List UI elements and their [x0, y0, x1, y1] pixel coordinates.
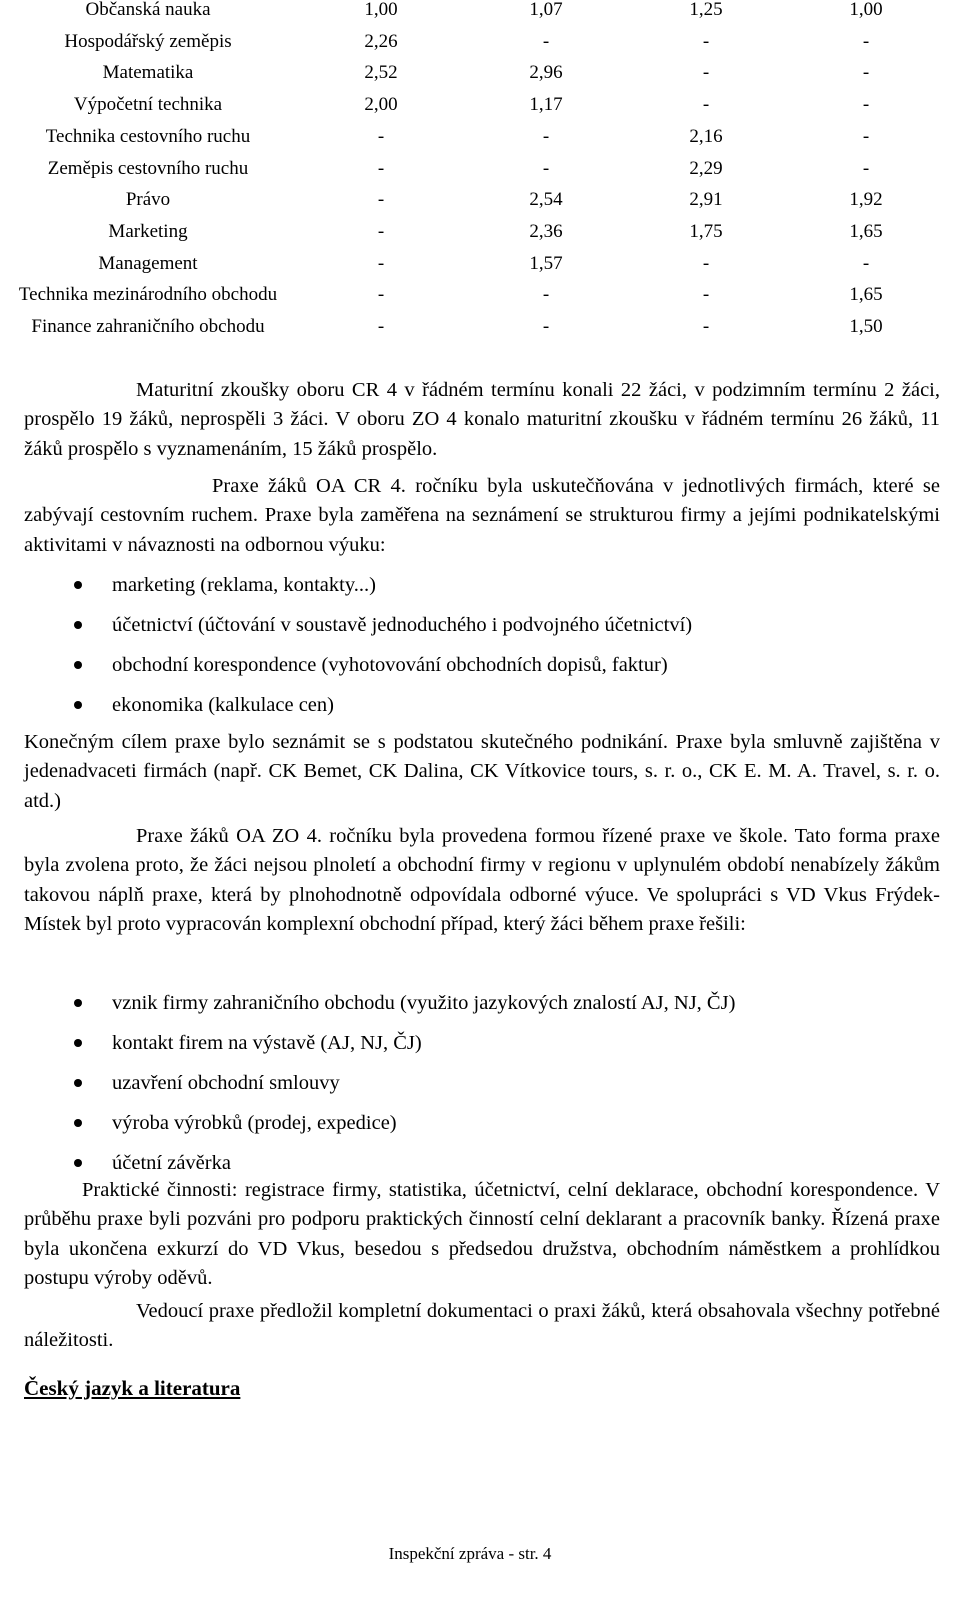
- table-cell-value: -: [542, 284, 550, 306]
- table-cell-value: 2,52: [364, 62, 398, 84]
- list-item: [0, 983, 940, 1023]
- list-item: [0, 1063, 940, 1103]
- table-cell-subject: Zeměpis cestovního ruchu: [47, 157, 249, 179]
- table-cell-value: 2,54: [529, 189, 563, 211]
- table-cell-value: 1,00: [849, 0, 883, 20]
- table-cell-value: 1,57: [529, 252, 563, 274]
- table-cell-value: -: [862, 62, 870, 84]
- bullet-icon: [74, 621, 82, 629]
- list-item: [0, 605, 940, 645]
- table-cell-value: 1,25: [689, 0, 723, 20]
- bullet-icon: [74, 1119, 82, 1127]
- list-item-text: účetnictví (účtování v soustavě jednoduchého i podvojného účetnictví): [112, 614, 693, 636]
- table-cell-value: -: [542, 125, 550, 147]
- table-cell-value: -: [542, 316, 550, 338]
- paragraph-documentation: [24, 1297, 940, 1356]
- list-item-text: kontakt firem na výstavě (AJ, NJ, ČJ): [112, 1032, 422, 1054]
- paragraph-practice-goal: [24, 728, 940, 816]
- list-item-text: účetní závěrka: [112, 1152, 231, 1174]
- table-cell-value: -: [702, 30, 710, 52]
- table-cell-subject: Technika mezinárodního obchodu: [18, 284, 278, 306]
- list-item: [0, 1103, 940, 1143]
- paragraph-practice-zo-text: Praxe žáků OA ZO 4. ročníku byla provedena formou řízené praxe ve škole. Tato forma praxe byla zvolena proto, že žáci nejsou plnoletí a obchodní firmy v regionu v uplynulém období nenabízely žákům takovou náplň praxe, která by plnohodnotně odpovídala odborné výuce. Ve spolupráci s VD Vkus Frýdek-Místek byl proto vypracován komplexní obchodní případ, který žáci během praxe řešili:: [24, 825, 940, 935]
- table-cell-value: -: [862, 125, 870, 147]
- list-item: [0, 645, 940, 685]
- table-cell-subject: Finance zahraničního obchodu: [31, 316, 265, 338]
- bullet-list-cr: [0, 565, 940, 725]
- table-cell-value: -: [377, 284, 385, 306]
- table-cell-value: -: [702, 316, 710, 338]
- table-cell-value: -: [702, 62, 710, 84]
- table-row: [0, 216, 946, 248]
- table-row: [0, 89, 946, 121]
- table-row: [0, 153, 946, 185]
- paragraph-practice-cr-text: Praxe žáků OA CR 4. ročníku byla uskutečňována v jednotlivých firmách, které se zabývají cestovním ruchem. Praxe byla zaměřena na seznámení se strukturou firmy a jejími podnikatelskými aktivitami v návaznosti na odbornou výuku:: [24, 475, 940, 556]
- list-item-text: vznik firmy zahraničního obchodu (využito jazykových znalostí AJ, NJ, ČJ): [112, 992, 736, 1014]
- list-item: [0, 565, 940, 605]
- list-item-text: uzavření obchodní smlouvy: [112, 1072, 340, 1094]
- table-cell-subject: Výpočetní technika: [73, 94, 223, 116]
- bullet-icon: [74, 1159, 82, 1167]
- table-cell-subject: Právo: [125, 189, 171, 211]
- bullet-icon: [74, 1039, 82, 1047]
- paragraph-exams-text: Maturitní zkoušky oboru CR 4 v řádném termínu konali 22 žáci, v podzimním termínu 2 žáci, prospělo 19 žáků, neprospěli 3 žáci. V oboru ZO 4 konalo maturitní zkoušku v řádném termínu 26 žáků, 11 žáků prospělo s vyznamenáním, 15 žáků prospělo.: [24, 379, 940, 460]
- table-cell-value: 1,17: [529, 94, 563, 116]
- paragraph-practice-zo: [24, 822, 940, 939]
- table-cell-value: 2,29: [689, 157, 723, 179]
- table-cell-value: 2,36: [529, 220, 563, 242]
- bullet-icon: [74, 661, 82, 669]
- paragraph-practice-cr: [24, 472, 940, 560]
- table-cell-value: -: [377, 157, 385, 179]
- table-cell-value: 2,96: [529, 62, 563, 84]
- table-row: [0, 0, 946, 26]
- table-cell-value: -: [862, 94, 870, 116]
- table-cell-subject: Občanská nauka: [85, 0, 211, 20]
- bullet-icon: [74, 1079, 82, 1087]
- table-cell-value: 1,92: [849, 189, 883, 211]
- page-footer-text: Inspekční zpráva - str. 4: [388, 1544, 552, 1563]
- table-cell-value: -: [542, 157, 550, 179]
- section-heading: Český jazyk a literatura: [24, 1376, 241, 1400]
- table-cell-subject: Technika cestovního ruchu: [45, 125, 251, 147]
- table-cell-subject: Management: [98, 252, 198, 274]
- list-item: [0, 685, 940, 725]
- table-row: [0, 311, 946, 343]
- bullet-list-zo: [0, 983, 940, 1183]
- paragraph-documentation-text: Vedoucí praxe předložil kompletní dokumentaci o praxi žáků, která obsahovala všechny potřebné náležitosti.: [24, 1300, 940, 1352]
- table-row: [0, 57, 946, 89]
- table-cell-value: -: [542, 30, 550, 52]
- table-cell-subject: Matematika: [102, 62, 194, 84]
- list-item: [0, 1023, 940, 1063]
- table-row: [0, 279, 946, 311]
- table-cell-value: 1,65: [849, 284, 883, 306]
- table-cell-value: 1,75: [689, 220, 723, 242]
- table-cell-value: 1,00: [364, 0, 398, 20]
- table-row: [0, 121, 946, 153]
- table-row: [0, 248, 946, 280]
- paragraph-practical-activities-text: Praktické činnosti: registrace firmy, statistika, účetnictví, celní deklarace, obchodní korespondence. V průběhu praxe byli pozváni pro podporu praktických činností celní deklarant a pracovník banky. Řízená praxe byla ukončena exkurzí do VD Vkus, besedou s předsedou družstva, obchodním náměstkem a prohlídkou postupu výroby oděvů.: [24, 1179, 940, 1289]
- table-cell-value: -: [862, 252, 870, 274]
- paragraph-exams: [24, 376, 940, 464]
- table-cell-value: 2,00: [364, 94, 398, 116]
- table-cell-value: 1,50: [849, 316, 883, 338]
- table-cell-value: 2,16: [689, 125, 723, 147]
- paragraph-practical-activities: [24, 1176, 940, 1293]
- page-footer: [0, 1542, 940, 1566]
- table-cell-subject: Marketing: [108, 220, 188, 242]
- table-row: [0, 26, 946, 58]
- table-cell-value: 1,65: [849, 220, 883, 242]
- table-cell-value: -: [702, 252, 710, 274]
- table-cell-value: -: [702, 284, 710, 306]
- table-cell-value: 2,26: [364, 30, 398, 52]
- table-cell-subject: Hospodářský zeměpis: [64, 30, 232, 52]
- table-cell-value: -: [377, 316, 385, 338]
- table-cell-value: -: [862, 30, 870, 52]
- bullet-icon: [74, 701, 82, 709]
- table-cell-value: -: [702, 94, 710, 116]
- bullet-icon: [74, 581, 82, 589]
- grades-table-body: [0, 0, 946, 343]
- table-cell-value: -: [377, 125, 385, 147]
- paragraph-practice-goal-text: Konečným cílem praxe bylo seznámit se s podstatou skutečného podnikání. Praxe byla smluvně zajištěna v jedenadvaceti firmách (např. CK Bemet, CK Dalina, CK Vítkovice tours, s. r. o., CK E. M. A. Travel, s. r. o. atd.): [24, 731, 940, 812]
- list-item-text: výroba výrobků (prodej, expedice): [112, 1112, 397, 1134]
- table-cell-value: 1,07: [529, 0, 563, 20]
- bullet-icon: [74, 999, 82, 1007]
- table-cell-value: -: [377, 189, 385, 211]
- grades-table: [0, 0, 946, 343]
- table-row: [0, 184, 946, 216]
- list-item-text: obchodní korespondence (vyhotovování obchodních dopisů, faktur): [112, 654, 668, 676]
- table-cell-value: 2,91: [689, 189, 723, 211]
- table-cell-value: -: [377, 252, 385, 274]
- table-cell-value: -: [377, 220, 385, 242]
- list-item-text: ekonomika (kalkulace cen): [112, 694, 334, 716]
- table-cell-value: -: [862, 157, 870, 179]
- list-item-text: marketing (reklama, kontakty...): [112, 574, 376, 596]
